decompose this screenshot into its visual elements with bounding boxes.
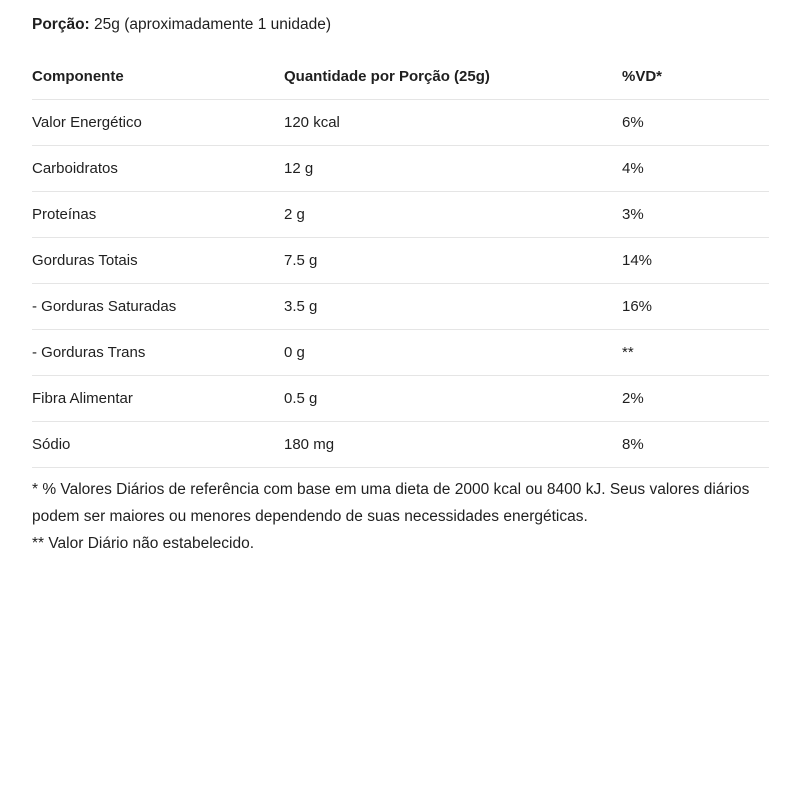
nutrition-table <box>32 54 769 468</box>
table-row <box>32 330 769 376</box>
table-row <box>32 192 769 238</box>
row-quantity: 0.5 g <box>284 390 318 407</box>
row-quantity: 7.5 g <box>284 252 318 269</box>
row-quantity: 180 mg <box>284 436 335 453</box>
row-daily-value: ** <box>622 344 634 361</box>
row-daily-value: 4% <box>622 160 644 177</box>
row-daily-value: 8% <box>622 436 644 453</box>
row-daily-value: 6% <box>622 114 644 131</box>
table-row <box>32 284 769 330</box>
row-component: - Gorduras Saturadas <box>32 298 177 315</box>
row-daily-value: 3% <box>622 206 644 223</box>
row-quantity: 3.5 g <box>284 298 318 315</box>
row-component: Sódio <box>32 436 71 453</box>
header-component: Componente <box>32 68 124 85</box>
row-daily-value: 16% <box>622 298 653 315</box>
row-component: - Gorduras Trans <box>32 344 146 361</box>
row-quantity: 2 g <box>284 206 305 223</box>
row-quantity: 12 g <box>284 160 314 177</box>
row-component: Valor Energético <box>32 114 142 131</box>
footnotes <box>32 476 769 557</box>
header-quantity: Quantidade por Porção (25g) <box>284 68 490 85</box>
row-quantity: 0 g <box>284 344 305 361</box>
portion-value: 25g (aproximadamente 1 unidade) <box>94 16 331 33</box>
table-row <box>32 146 769 192</box>
row-daily-value: 14% <box>622 252 653 269</box>
footnote-not-established: ** Valor Diário não estabelecido. <box>32 535 255 552</box>
row-quantity: 120 kcal <box>284 114 340 131</box>
header-daily-value: %VD* <box>622 68 663 85</box>
table-row <box>32 422 769 468</box>
table-row <box>32 100 769 146</box>
portion-line <box>32 14 331 36</box>
row-component: Gorduras Totais <box>32 252 138 269</box>
table-row <box>32 376 769 422</box>
table-header-row <box>32 54 769 100</box>
table-row <box>32 238 769 284</box>
row-daily-value: 2% <box>622 390 644 407</box>
footnote-daily-values: * % Valores Diários de referência com base em uma dieta de 2000 kcal ou 8400 kJ. Seus valores diários podem ser maiores ou menores dependendo de suas necessidades energéticas. <box>32 481 750 525</box>
row-component: Fibra Alimentar <box>32 390 133 407</box>
portion-label: Porção: <box>32 16 90 33</box>
row-component: Carboidratos <box>32 160 118 177</box>
row-component: Proteínas <box>32 206 97 223</box>
